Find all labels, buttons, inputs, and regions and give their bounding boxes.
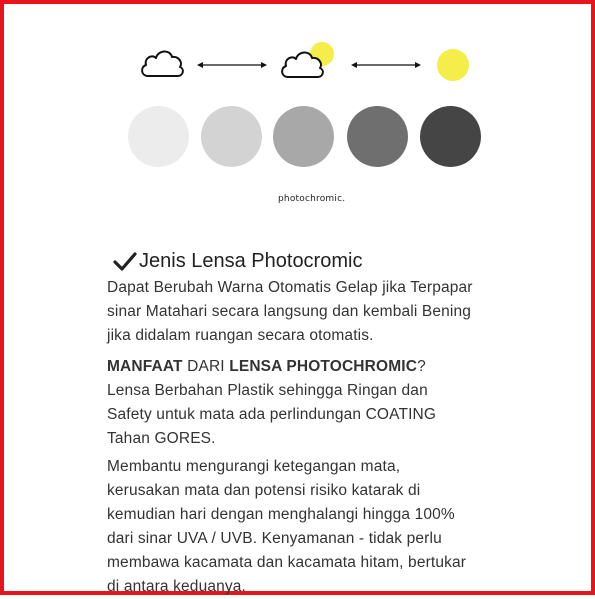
- detail-line: dari sinar UVA / UVB. Kenyamanan - tidak perlu: [107, 530, 442, 547]
- intro-line: Dapat Berubah Warna Otomatis Gelap jika Terpapar: [107, 279, 473, 296]
- cloud-sun-icon: [280, 39, 340, 81]
- lens-shade-4: [347, 106, 408, 167]
- detail-paragraph: [107, 455, 527, 599]
- lens-shade-2: [201, 106, 262, 167]
- benefit-paragraph: [107, 355, 527, 451]
- photochromic-diagram: [4, 4, 595, 104]
- benefit-title-part: ?: [417, 358, 426, 375]
- benefit-line: Tahan GORES.: [107, 430, 216, 447]
- detail-line: membawa kacamata dan kacamata hitam, bertukar: [107, 554, 467, 571]
- detail-line: Membantu mengurangi ketegangan mata,: [107, 458, 401, 475]
- lens-shade-3: [273, 106, 334, 167]
- sun-icon: [435, 47, 471, 83]
- benefit-line: Lensa Berbahan Plastik sehingga Ringan dan: [107, 382, 428, 399]
- benefit-title: [107, 355, 527, 379]
- intro-line: sinar Matahari secara langsung dan kembali Bening: [107, 303, 472, 320]
- benefit-title-part: DARI: [182, 358, 230, 375]
- heading-text: Jenis Lensa Photocromic: [139, 250, 363, 272]
- benefit-title-part: MANFAAT: [107, 358, 183, 375]
- intro-paragraph: [107, 276, 527, 348]
- cloud-icon: [138, 45, 186, 79]
- detail-line: kemudian hari dengan menghalangi hingga 100%: [107, 506, 455, 523]
- lens-shade-5: [420, 106, 481, 167]
- benefit-title-part: LENSA PHOTOCHROMIC: [229, 358, 418, 375]
- double-arrow-icon: [350, 60, 422, 70]
- lens-shade-1: [128, 106, 189, 167]
- intro-line: jika didalam ruangan secara otomatis.: [107, 327, 374, 344]
- detail-line: kerusakan mata dan potensi risiko katarak di: [107, 482, 421, 499]
- benefit-line: Safety untuk mata ada perlindungan COATING: [107, 406, 437, 423]
- detail-line: di antara keduanya.: [107, 578, 247, 595]
- section-heading: [113, 250, 362, 273]
- diagram-caption: photochromic.: [278, 194, 346, 204]
- checkmark-icon: [113, 251, 137, 273]
- double-arrow-icon: [196, 60, 268, 70]
